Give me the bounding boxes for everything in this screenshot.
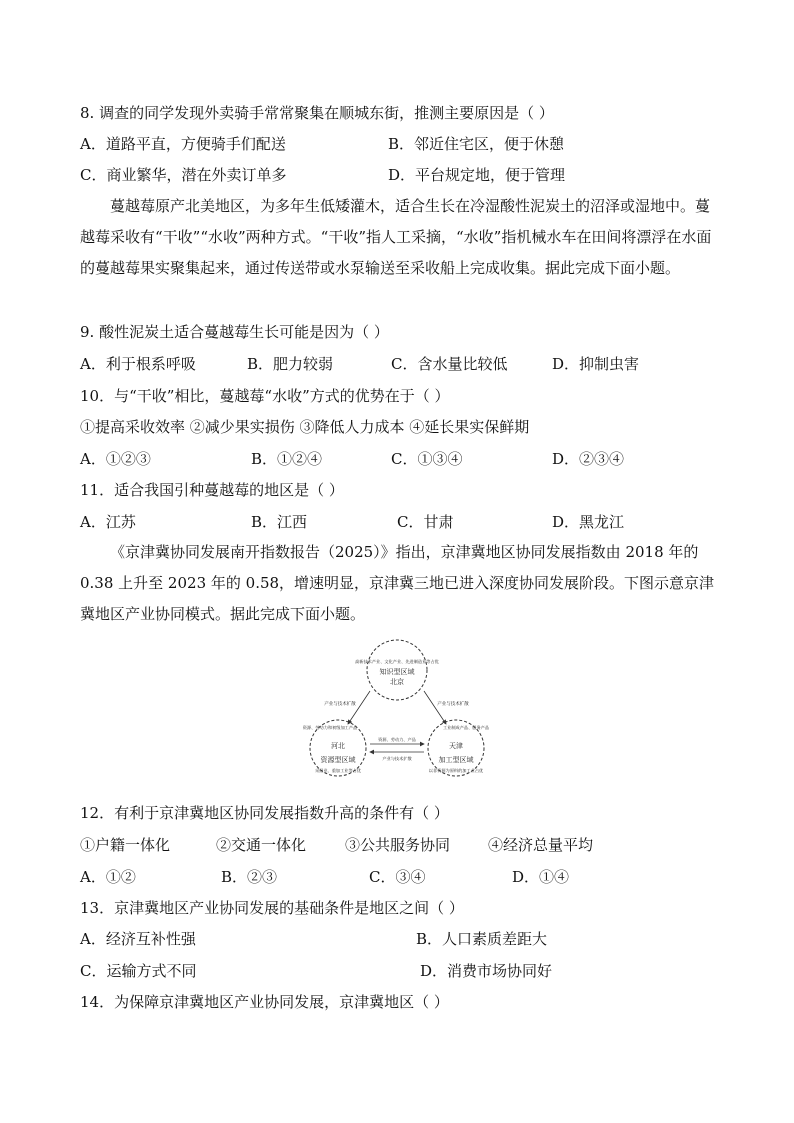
q14-stem: 14．为保障京津冀地区产业协同发展，京津冀地区（ ） (80, 993, 449, 1011)
q13-stem: 13．京津冀地区产业协同发展的基础条件是地区之间（ ） (80, 899, 464, 917)
q9-option-a: A．利于根系呼吸 (80, 355, 196, 373)
label-bj-hb: 产业与技术扩散 (324, 702, 356, 707)
q11-option-c: C．甘肃 (397, 513, 454, 531)
q11-option-a: A．江苏 (80, 513, 136, 531)
tianjin-type: 加工型区域 (438, 756, 474, 764)
q10-option-a: A．①②③ (80, 450, 151, 468)
q13-option-b: B．人口素质差距大 (416, 930, 548, 948)
passage-jingjinji-text: 《京津冀协同发展南开指数报告（2025）》指出，京津冀地区协同发展指数由 2018 年的 0.38 上升至 2023 年的 0.58，增速明显，京津冀三地已进入深度协同发展阶段。下图示意京津冀地区产业协同模式。据此完成下面小题。 (80, 543, 715, 623)
q9-option-c: C．含水量比较低 (391, 355, 508, 373)
q12-item-1: ①户籍一体化 (80, 836, 171, 854)
q12-option-a: A．①② (80, 868, 136, 886)
q10-option-c: C．①③④ (391, 450, 463, 468)
q12-option-d: D．①④ (512, 868, 570, 886)
label-hb-tj: 资源、劳动力、产品 (378, 737, 416, 742)
beijing-type: 知识型区域 (379, 668, 415, 676)
passage-cranberry (80, 191, 720, 284)
tianjin-name: 天津 (449, 742, 463, 750)
q12-option-b: B．②③ (221, 868, 278, 886)
q9-option-d: D．抑制虫害 (552, 355, 640, 373)
q11-option-b: B．江西 (251, 513, 308, 531)
hebei-note: 采掘业、重加工业等占优 (314, 768, 362, 773)
arrow-beijing-to-tianjin (424, 691, 446, 724)
q8-stem: 8. 调查的同学发现外卖骑手常常聚集在顺城东街，推测主要原因是（ ） (80, 104, 554, 122)
q8-option-d: D．平台规定地，便于管理 (388, 166, 566, 184)
q8-option-b: B．邻近住宅区，便于休憩 (388, 135, 565, 153)
passage-jingjinji (80, 537, 720, 630)
q10-stem: 10．与“干收”相比，蔓越莓“水收”方式的优势在于（ ） (80, 387, 450, 405)
q10-option-b: B．①②④ (251, 450, 323, 468)
passage-cranberry-text: 蔓越莓原产北美地区，为多年生低矮灌木，适合生长在冷湿酸性泥炭土的沼泽或湿地中。蔓越莓采收有“干收”“水收”两种方式。“干收”指人工采摘，“水收”指机械水车在田间将漂浮在水面的蔓越莓果实聚集起来，通过传送带或水泵输送至采收船上完成收集。据此完成下面小题。 (80, 197, 712, 277)
q13-option-d: D．消费市场协同好 (420, 962, 553, 980)
hebei-type: 资源型区域 (320, 756, 356, 764)
q13-option-a: A．经济互补性强 (80, 930, 196, 948)
label-bj-tj: 产业与技术扩散 (437, 702, 469, 707)
q13-option-c: C．运输方式不同 (80, 962, 197, 980)
q10-option-d: D．②③④ (552, 450, 625, 468)
q12-stem: 12．有利于京津冀地区协同发展指数升高的条件有（ ） (80, 804, 449, 822)
q12-item-2: ②交通一体化 (216, 836, 307, 854)
q9-stem: 9. 酸性泥炭土适合蔓越莓生长可能是因为（ ） (80, 323, 389, 341)
label-hb-supply: 资源、劳动力和初级加工产品 (302, 725, 358, 730)
q12-item-3: ③公共服务协同 (345, 836, 451, 854)
hebei-name: 河北 (331, 742, 345, 750)
arrow-beijing-to-hebei (348, 691, 370, 724)
q12-item-4: ④经济总量平均 (488, 836, 594, 854)
label-tj-hb: 产业与技术扩散 (382, 756, 412, 761)
q10-items: ①提高采收效率 ②减少果实损伤 ③降低人力成本 ④延长果实保鲜期 (80, 418, 530, 436)
label-tj-supply: 工业制成产品、服务产品 (442, 725, 490, 730)
q11-option-d: D．黑龙江 (552, 513, 625, 531)
q8-option-a: A．道路平直，方便骑手们配送 (80, 135, 286, 153)
beijing-note: 高新技术产业、文化产业、先进制造业等占优 (355, 659, 439, 664)
q12-option-c: C．③④ (369, 868, 426, 886)
q11-stem: 11．适合我国引种蔓越莓的地区是（ ） (80, 481, 344, 499)
q8-option-c: C．商业繁华，潜在外卖订单多 (80, 166, 287, 184)
tianjin-note: 以非资源为原料的加工业占优 (428, 768, 484, 773)
beijing-name: 北京 (390, 678, 404, 686)
industry-collaboration-diagram (290, 636, 505, 786)
q9-option-b: B．肥力较弱 (247, 355, 334, 373)
